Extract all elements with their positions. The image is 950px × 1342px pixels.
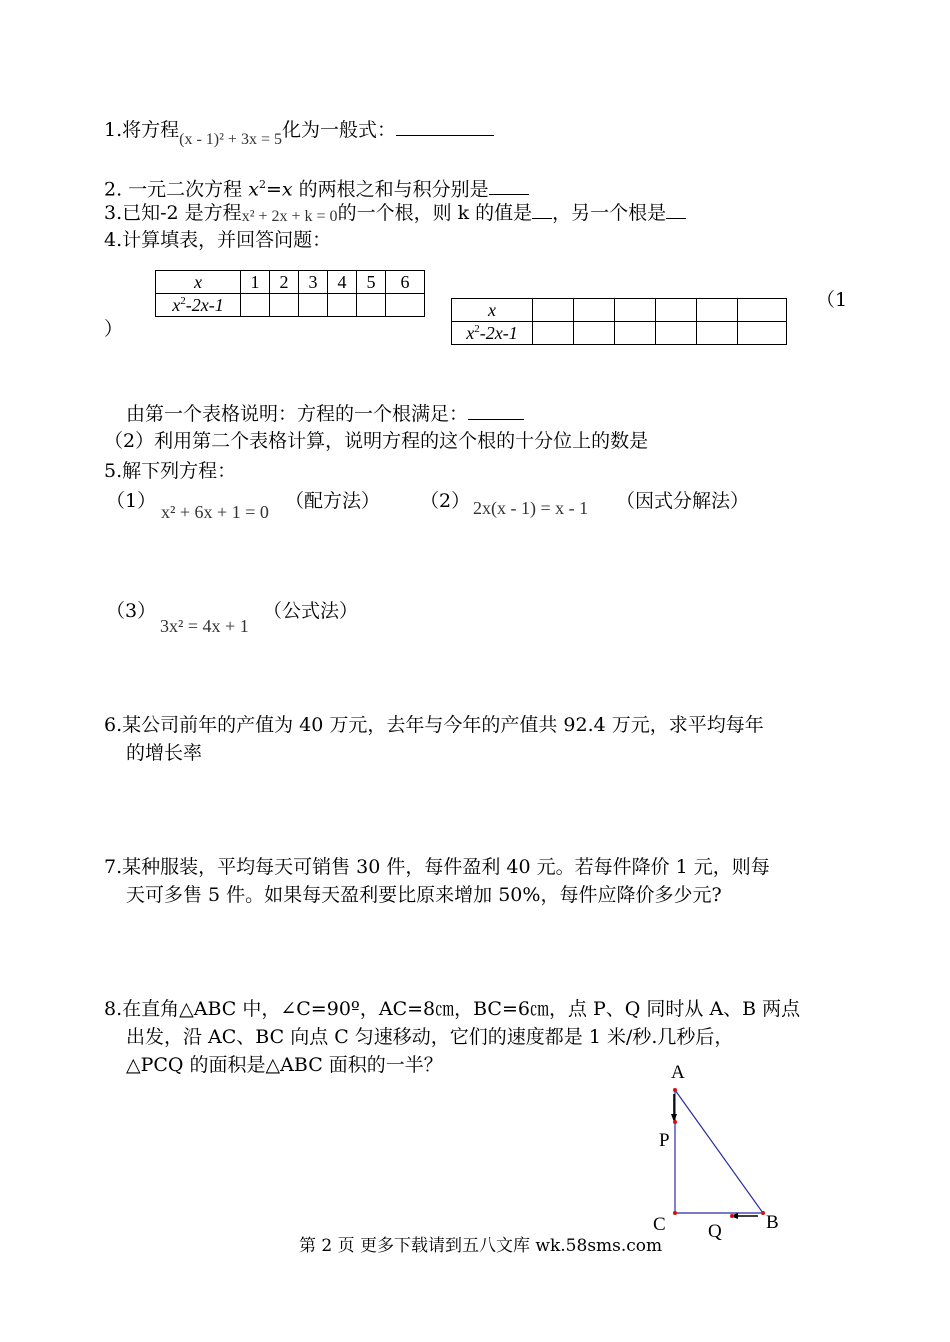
q2-answer-blank[interactable] [489,176,529,195]
q6-line-2: 的增长率 [126,742,203,764]
q4-line-2: （2）利用第二个表格计算，说明方程的这个根的十分位上的数是 [104,430,649,452]
q8-line-2: 出发，沿 AC、BC 向点 C 匀速移动，它们的速度都是 1 米/秒.几秒后， [126,1026,734,1048]
point-q [730,1214,734,1218]
table2-cell[interactable] [738,322,787,345]
point-p [673,1120,677,1124]
q4-paren-close: ） [104,318,124,340]
q4-title: 4.计算填表，并回答问题： [104,229,332,251]
q4-paren-open: （1 [816,289,848,311]
table1-cell[interactable] [270,294,299,317]
label-a: A [671,1062,685,1083]
q2-text-b: 的两根之和与积分别是 [292,178,489,201]
q5-p3-method: （公式法） [263,600,359,622]
table-row [452,299,787,322]
table1-header-6: 6 [386,271,425,294]
table1-header-2: 2 [270,271,299,294]
q5-p3-equation: 3x² = 4x + 1 [160,616,249,636]
question-3 [104,200,686,227]
q2-eq-x: x [248,178,259,201]
table2-cell[interactable] [615,322,656,345]
q3-prefix: 3.已知-2 是方程 [104,202,242,224]
table1-header-4: 4 [328,271,357,294]
point-a [673,1088,677,1092]
table1-cell[interactable] [241,294,270,317]
label-q: Q [708,1221,722,1242]
table-row [156,294,425,317]
table1-header-3: 3 [299,271,328,294]
q5-p1-label: （1） [106,490,157,512]
q1-prefix: 1.将方程 [104,119,180,141]
label-b: B [766,1212,779,1233]
q8-line-1: 8.在直角△ABC 中，∠C=90º，AC=8㎝，BC=6㎝，点 P、Q 同时从 A、B 两点 [104,998,801,1020]
q5-p2-label: （2） [420,490,471,512]
table2-header-cell[interactable] [656,299,697,322]
question-2 [104,173,529,201]
q1-equation: (x - 1)² + 3x = 5 [179,131,282,148]
q5-p2-equation: 2x(x - 1) = x - 1 [473,498,589,518]
table2-row-label: $x^2-2x-1$ [452,322,533,345]
q5-p2-method: （因式分解法） [616,490,750,512]
table-row [156,271,425,294]
triangle-figure [640,1058,800,1248]
q2-eq-rest: =x [265,178,293,201]
q5-p3-label: （3） [106,600,157,622]
table2-cell[interactable] [533,322,574,345]
table2-header-cell[interactable] [697,299,738,322]
point-b [761,1211,765,1215]
table-row [452,322,787,345]
q4-table-1 [155,270,425,317]
table2-header-cell[interactable] [533,299,574,322]
table1-cell[interactable] [299,294,328,317]
table2-header-cell[interactable] [574,299,615,322]
q5-p1-method: （配方法） [285,490,381,512]
table1-cell[interactable] [328,294,357,317]
q5-p1-equation: x² + 6x + 1 = 0 [161,502,269,522]
q1-answer-blank[interactable] [396,117,494,136]
table2-cell[interactable] [656,322,697,345]
q4-line1-blank[interactable] [468,401,524,420]
table1-header-5: 5 [357,271,386,294]
q3-k-blank[interactable] [532,200,552,219]
q3-comma: ，另一个根是 [552,202,667,224]
side-ab [675,1090,763,1213]
q1-suffix: 化为一般式： [281,119,396,141]
table1-row-label: $x^2-2x-1$ [156,294,241,317]
table1-header-label: x [156,271,241,294]
table2-header-cell[interactable] [738,299,787,322]
table2-header-cell[interactable] [615,299,656,322]
table1-cell[interactable] [357,294,386,317]
table1-header-1: 1 [241,271,270,294]
q2-eq-sup: 2 [258,178,266,191]
label-p: P [659,1130,670,1151]
q6-line-1: 6.某公司前年的产值为 40 万元，去年与今年的产值共 92.4 万元，求平均每年 [104,714,764,736]
table2-cell[interactable] [697,322,738,345]
table2-cell[interactable] [574,322,615,345]
q4-line-1: 由第一个表格说明：方程的一个根满足： [126,401,524,426]
table2-header-label: x [452,299,533,322]
table1-cell[interactable] [386,294,425,317]
q7-line-2: 天可多售 5 件。如果每天盈利要比原来增加 50%，每件应降价多少元? [126,884,722,906]
label-c: C [653,1214,666,1235]
q2-text-a: 2. 一元二次方程 [104,178,249,201]
question-1 [104,117,494,148]
q3-root-blank[interactable] [666,200,686,219]
q8-line-3: △PCQ 的面积是△ABC 面积的一半？ [126,1054,443,1076]
page-footer: 第 2 页 更多下载请到五八文库 wk.58sms.com [299,1236,663,1256]
q4-table-2 [451,298,787,345]
point-c [673,1211,677,1215]
q5-title: 5.解下列方程： [104,460,237,482]
q7-line-1: 7.某种服装，平均每天可销售 30 件，每件盈利 40 元。若每件降价 1 元，则每 [104,856,770,878]
q3-equation: x² + 2x + k = 0 [241,208,338,225]
q3-middle: 的一个根，则 k 的值是 [337,202,533,224]
